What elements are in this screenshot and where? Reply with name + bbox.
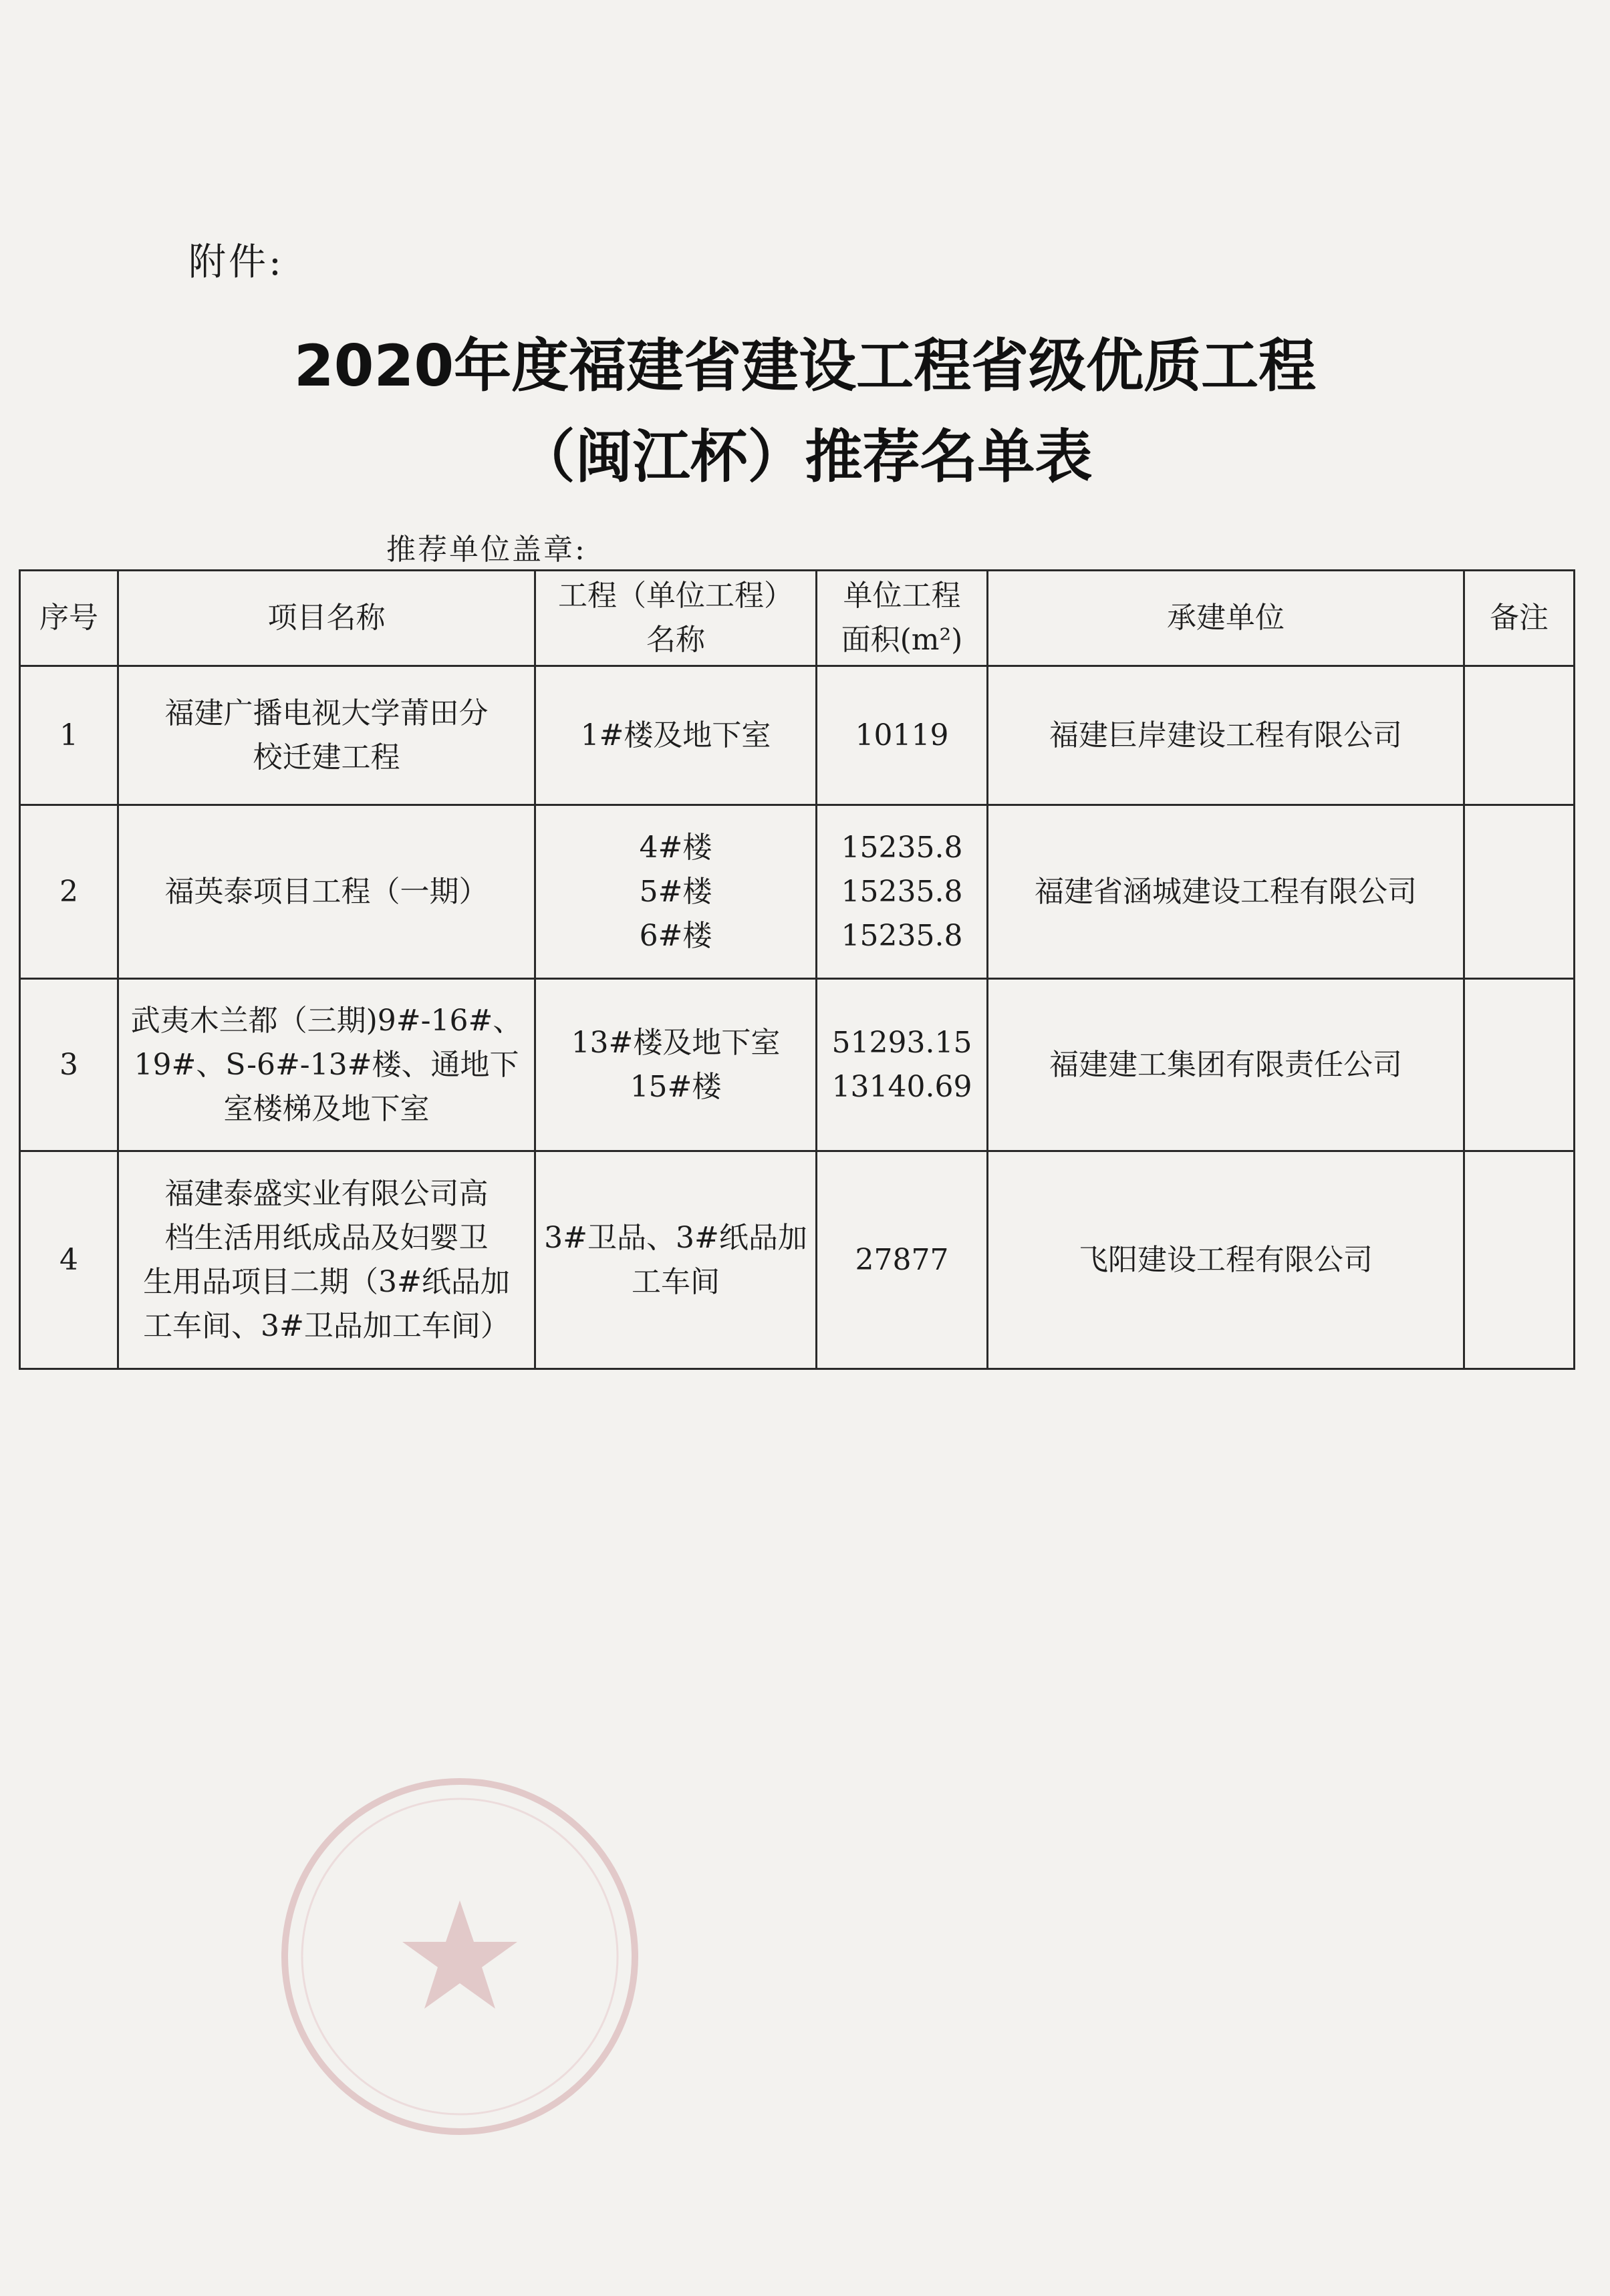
cell-seq: 3 — [20, 979, 118, 1151]
cell-remarks — [1464, 805, 1575, 979]
recommendation-table — [19, 569, 1575, 1370]
seal-star-icon — [402, 1900, 517, 2009]
attachment-label: 附件: — [188, 241, 284, 284]
cell-unit-project: 3#卫品、3#纸品加 工车间 — [535, 1151, 817, 1369]
cell-seq: 2 — [20, 805, 118, 979]
table-header-row — [20, 571, 1575, 666]
cell-remarks — [1464, 666, 1575, 805]
page-title-line1: 2020年度福建省建设工程省级优质工程 — [293, 333, 1317, 400]
cell-remarks — [1464, 979, 1575, 1151]
table-row — [20, 666, 1575, 805]
cell-contractor: 福建巨岸建设工程有限公司 — [988, 666, 1464, 805]
cell-contractor: 福建省涵城建设工程有限公司 — [988, 805, 1464, 979]
cell-area: 10119 — [817, 666, 988, 805]
table-row — [20, 805, 1575, 979]
official-seal — [273, 1769, 647, 2144]
header-project-name: 项目名称 — [118, 571, 535, 666]
table-row — [20, 979, 1575, 1151]
cell-area: 27877 — [817, 1151, 988, 1369]
cell-unit-project: 4#楼 5#楼 6#楼 — [535, 805, 817, 979]
cell-area: 15235.8 15235.8 15235.8 — [817, 805, 988, 979]
table-row — [20, 1151, 1575, 1369]
header-area: 单位工程 面积(m²) — [817, 571, 988, 666]
cell-project-name: 福建广播电视大学莆田分 校迁建工程 — [118, 666, 535, 805]
cell-unit-project: 1#楼及地下室 — [535, 666, 817, 805]
cell-project-name: 武夷木兰都（三期)9#-16#、 19#、S-6#-13#楼、通地下 室楼梯及地下室 — [118, 979, 535, 1151]
header-contractor: 承建单位 — [988, 571, 1464, 666]
header-unit-project: 工程（单位工程） 名称 — [535, 571, 817, 666]
header-remarks: 备注 — [1464, 571, 1575, 666]
cell-contractor: 福建建工集团有限责任公司 — [988, 979, 1464, 1151]
cell-seq: 4 — [20, 1151, 118, 1369]
cell-area: 51293.15 13140.69 — [817, 979, 988, 1151]
cell-unit-project: 13#楼及地下室 15#楼 — [535, 979, 817, 1151]
cell-project-name: 福英泰项目工程（一期） — [118, 805, 535, 979]
cell-contractor: 飞阳建设工程有限公司 — [988, 1151, 1464, 1369]
recommender-seal-label: 推荐单位盖章: — [386, 533, 587, 567]
header-seq: 序号 — [20, 571, 118, 666]
cell-project-name: 福建泰盛实业有限公司高 档生活用纸成品及妇婴卫 生用品项目二期（3#纸品加 工车间、3#卫品加工车间） — [118, 1151, 535, 1369]
page-title-line2: （闽江杯）推荐名单表 — [517, 424, 1093, 490]
cell-seq: 1 — [20, 666, 118, 805]
cell-remarks — [1464, 1151, 1575, 1369]
